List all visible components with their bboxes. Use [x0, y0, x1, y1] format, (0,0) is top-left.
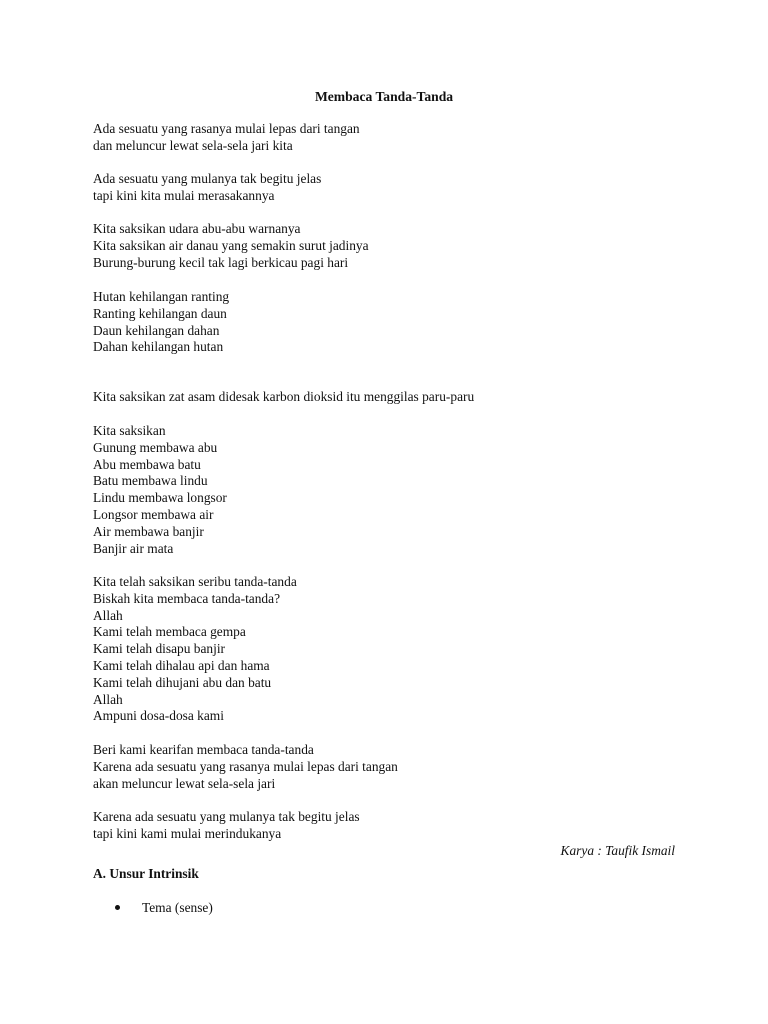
poem-line: Biskah kita membaca tanda-tanda? — [93, 590, 281, 606]
poem-line: Kami telah dihalau api dan hama — [93, 657, 270, 673]
poem-line: Hutan kehilangan ranting — [93, 289, 230, 304]
poem-line: Beri kami kearifan membaca tanda-tanda — [93, 742, 314, 757]
poem-line: dan meluncur lewat sela-sela jari kita — [93, 137, 293, 153]
poem-line: Kami telah disapu banjir — [93, 641, 226, 657]
poem-line: Ada sesuatu yang mulanya tak begitu jelas — [93, 171, 322, 186]
poem-line: Kita saksikan air danau yang semakin surut jadinya — [93, 237, 369, 253]
poem-line: Gunung membawa abu — [93, 439, 218, 455]
poem-line: Abu membawa batu — [93, 456, 201, 472]
poem-line: Kita saksikan udara abu-abu warnanya — [93, 221, 301, 236]
poem-line: Ada sesuatu yang rasanya mulai lepas dari tangan — [93, 121, 360, 136]
poem-line: Banjir air mata — [93, 540, 174, 556]
poem-line: Kami telah membaca gempa — [93, 624, 246, 640]
list-item — [115, 900, 213, 917]
poem-line: Longsor membawa air — [93, 506, 214, 522]
stanza-4 — [93, 289, 693, 356]
poem-line: Dahan kehilangan hutan — [93, 339, 224, 355]
stanza-3 — [93, 221, 693, 271]
poem-line: Air membawa banjir — [93, 523, 204, 539]
section-heading: A. Unsur Intrinsik — [93, 866, 199, 881]
poem-line: Ranting kehilangan daun — [93, 305, 227, 321]
poem-line: tapi kini kami mulai merindukanya — [93, 825, 282, 841]
list-item-label: Tema (sense) — [142, 900, 213, 915]
poem-line: Kita saksikan zat asam didesak karbon dioksid itu menggilas paru-paru — [93, 389, 475, 404]
poem-line: Lindu membawa longsor — [93, 490, 227, 506]
poem-line: Karena ada sesuatu yang rasanya mulai lepas dari tangan — [93, 758, 398, 774]
poem-line: Kita telah saksikan seribu tanda-tanda — [93, 574, 297, 589]
poem-line: Batu membawa lindu — [93, 473, 208, 489]
bullet-icon — [115, 905, 120, 910]
poem-line: tapi kini kita mulai merasakannya — [93, 187, 275, 203]
stanza-9 — [93, 809, 693, 843]
poem-author: Karya : Taufik Ismail — [560, 843, 675, 858]
stanza-5 — [93, 389, 693, 406]
poem-line: Allah — [93, 607, 123, 623]
poem-line: Ampuni dosa-dosa kami — [93, 708, 224, 724]
poem-line: Allah — [93, 691, 123, 707]
poem-line: Karena ada sesuatu yang mulanya tak begitu jelas — [93, 809, 360, 824]
poem-line: Burung-burung kecil tak lagi berkicau pagi hari — [93, 254, 349, 270]
poem-line: Kami telah dihujani abu dan batu — [93, 674, 272, 690]
stanza-1 — [93, 121, 693, 155]
stanza-8 — [93, 742, 693, 792]
poem-line: akan meluncur lewat sela-sela jari — [93, 775, 276, 791]
stanza-7 — [93, 574, 693, 725]
stanza-2 — [93, 171, 693, 205]
poem-title: Membaca Tanda-Tanda — [314, 89, 454, 104]
stanza-6 — [93, 423, 693, 557]
poem-line: Kita saksikan — [93, 423, 166, 438]
poem-line: Daun kehilangan dahan — [93, 322, 220, 338]
